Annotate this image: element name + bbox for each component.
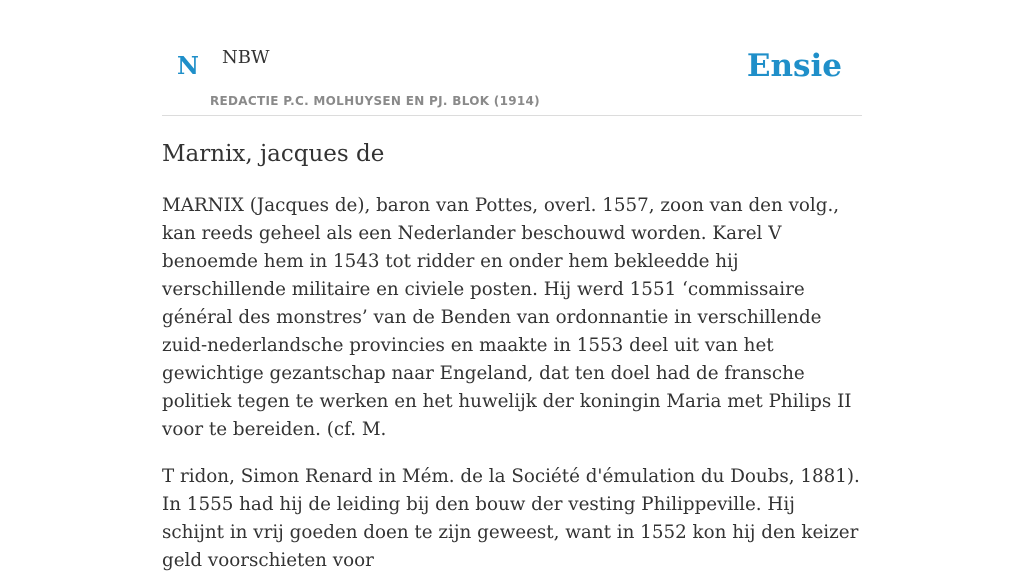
source-header	[162, 0, 862, 116]
source-name[interactable]: NBW	[222, 47, 270, 68]
source-subtitle: REDACTIE P.C. MOLHUYSEN EN PJ. BLOK (1914)	[210, 94, 540, 108]
source-logo[interactable]: N	[177, 51, 199, 80]
article-title: Marnix, jacques de	[162, 141, 385, 167]
article	[162, 138, 862, 575]
article-paragraph: T ridon, Simon Renard in Mém. de la Société d'émulation du Doubs, 1881). In 1555 had hij de leiding bij den bouw der vesting Philippeville. Hij schijnt in vrij goeden doen te zijn geweest, want in 1552 kon hij den keizer geld voorschieten voor	[162, 466, 860, 571]
article-paragraph: MARNIX (Jacques de), baron van Pottes, overl. 1557, zoon van den volg., kan reeds geheel als een Nederlander beschouwd worden. Karel V benoemde hem in 1543 tot ridder en onder hem bekleedde hij verschillende militaire en civiele posten. Hij werd 1551 ‘commissaire général des monstres’ van de Benden van ordonnantie in verschillende zuid-nederlandsche provincies en maakte in 1553 deel uit van het gewichtige gezantschap naar Engeland, dat ten doel had de fransche politiek tegen te werken en het huwelijk der koningin Maria met Philips II voor te bereiden. (cf. M.	[162, 195, 852, 440]
ensie-logo[interactable]: Ensie	[746, 48, 842, 84]
